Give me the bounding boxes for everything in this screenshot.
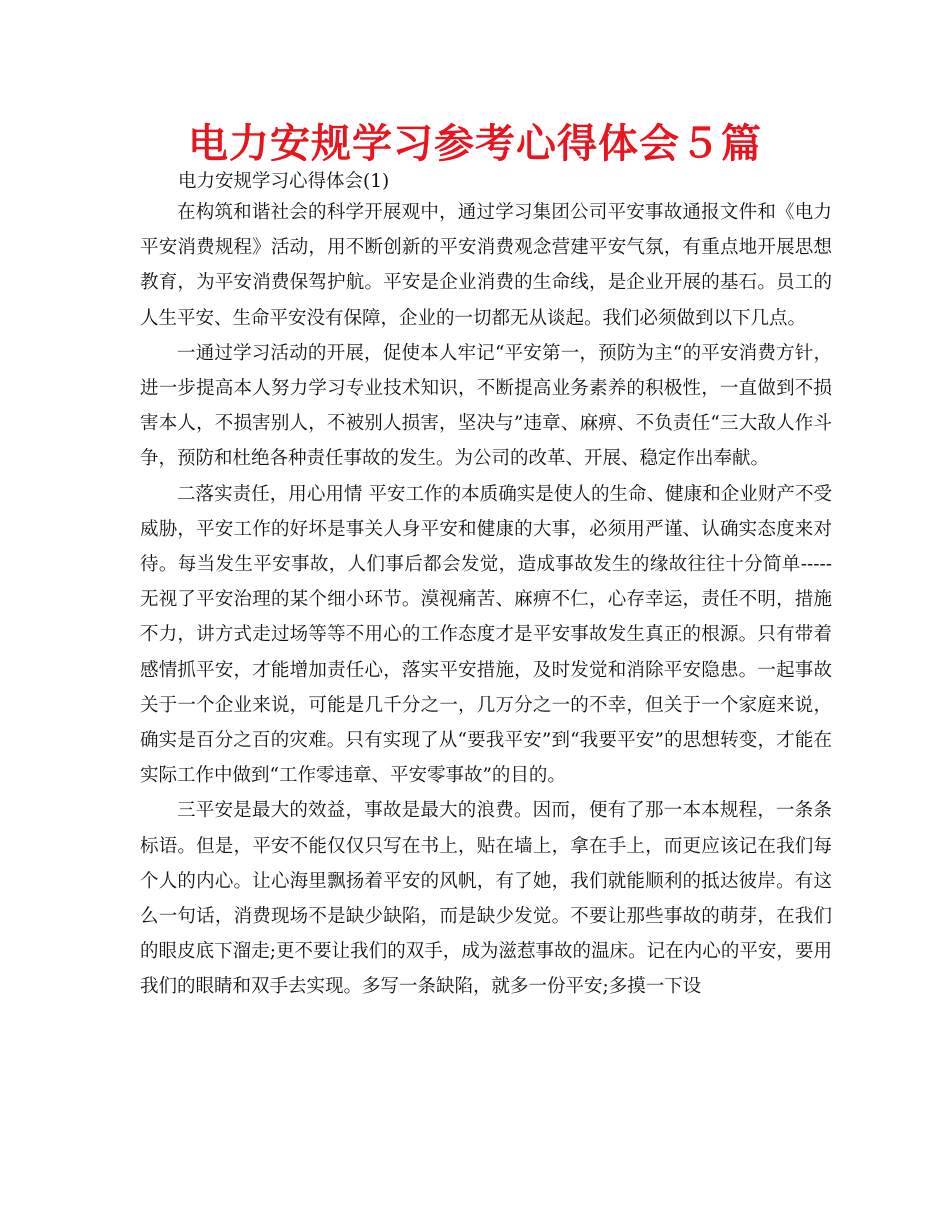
section-heading: 电力安规学习心得体会(1) (178, 171, 390, 192)
paragraph-1: 在构筑和谐社会的科学开展观中，通过学习集团公司平安事故通报文件和《电力平安消费规程》活动，用不断创新的平安消费观念营建平安气氛，有重点地开展思想教育，为平安消费保驾护航。平安是企业消费的生命线，是企业开展的基石。员工的人生平安、生命平安没有保障，企业的一切都无从谈起。我们必须做到以下几点。 (140, 202, 832, 329)
document-body (140, 195, 832, 1005)
paragraph-4: 三平安是最大的效益，事故是最大的浪费。因而，便有了那一本本规程，一条条标语。但是，平安不能仅仅只写在书上，贴在墙上，拿在手上，而更应该记在我们每个人的内心。让心海里飘扬着平安的风帆，有了她，我们就能顺利的抵达彼岸。有这么一句话，消费现场不是缺少缺陷，而是缺少发觉。不要让那些事故的萌芽，在我们的眼皮底下溜走;更不要让我们的双手，成为滋惹事故的温床。记在内心的平安，要用我们的眼睛和双手去实现。多写一条缺陷，就多一份平安;多摸一下设 (140, 800, 832, 998)
document-title: 电力安规学习参考心得体会５篇 (188, 121, 762, 167)
paragraph-2: 一通过学习活动的开展，促使本人牢记“平安第一，预防为主“的平安消费方针，进一步提高本人努力学习专业技术知识，不断提高业务素养的积极性，一直做到不损害本人，不损害别人，不被别人损害，坚决与”违章、麻痹、不负责任“三大敌人作斗争，预防和杜绝各种责任事故的发生。为公司的改革、开展、稳定作出奉献。 (140, 342, 832, 470)
paragraph-3: 二落实责任，用心用情 平安工作的本质确实是使人的生命、健康和企业财产不受威胁，平安工作的好坏是事关人身平安和健康的大事，必须用严谨、认确实态度来对待。每当发生平安事故，人们事后都会发觉，造成事故发生的缘故往往十分简单-----无视了平安治理的某个细小环节。漠视痛苦、麻痹不仁，心存幸运，责任不明，措施不力，讲方式走过场等等不用心的工作态度才是平安事故发生真正的根源。只有带着感情抓平安，才能增加责任心，落实平安措施，及时发觉和消除平安隐患。一起事故关于一个企业来说，可能是几千分之一，几万分之一的不幸，但关于一个家庭来说，确实是百分之百的灾难。只有实现了从“要我平安”到“我要平安”的思想转变，才能在实际工作中做到“工作零违章、平安零事故”的目的。 (140, 483, 832, 787)
